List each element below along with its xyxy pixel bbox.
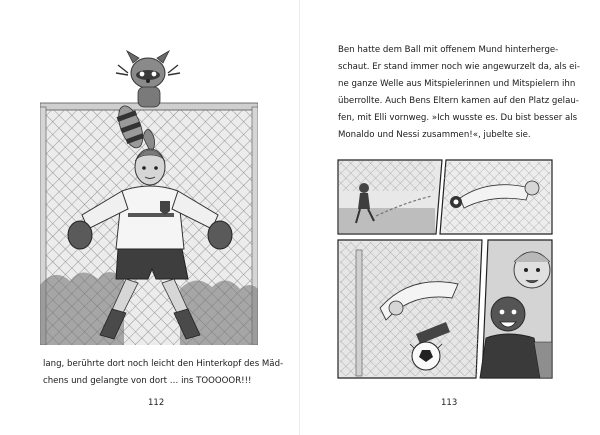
page-number-left: 112 [148, 398, 165, 408]
text-line: lang, berührte dort noch leicht den Hinterkopf des Mäd- [43, 359, 284, 369]
text-line: chens und gelangte von dort … ins TOOOOOR!!! [43, 376, 252, 386]
text-line: fen, mit Elli vornweg. »Ich wusste es. Du bist besser als [338, 113, 578, 123]
ball-in-net-icon [338, 240, 482, 378]
goalkeeper-girl-with-raccoon-icon [40, 45, 258, 345]
left-page-text [43, 356, 283, 390]
comic-strip [336, 158, 554, 380]
text-line: ne ganze Welle aus Mitspielerinnen und Mitspielern ihn [338, 79, 576, 89]
text-line: Monaldo und Nessi zusammen!«, jubelte sie. [338, 130, 531, 140]
page-number-right: 113 [441, 398, 458, 408]
text-line: überrollte. Auch Bens Eltern kamen auf den Platz gelau- [338, 96, 579, 106]
diving-goalkeeper-icon [440, 160, 552, 234]
goalkeeper-illustration [40, 45, 258, 345]
right-page-text [338, 42, 580, 144]
cheering-kids-icon [480, 240, 552, 378]
text-line: schaut. Er stand immer noch wie angewurzelt da, als ei- [338, 62, 580, 72]
text-line: Ben hatte dem Ball mit offenem Mund hinterherge- [338, 45, 559, 55]
striker-shot-icon [338, 160, 442, 234]
